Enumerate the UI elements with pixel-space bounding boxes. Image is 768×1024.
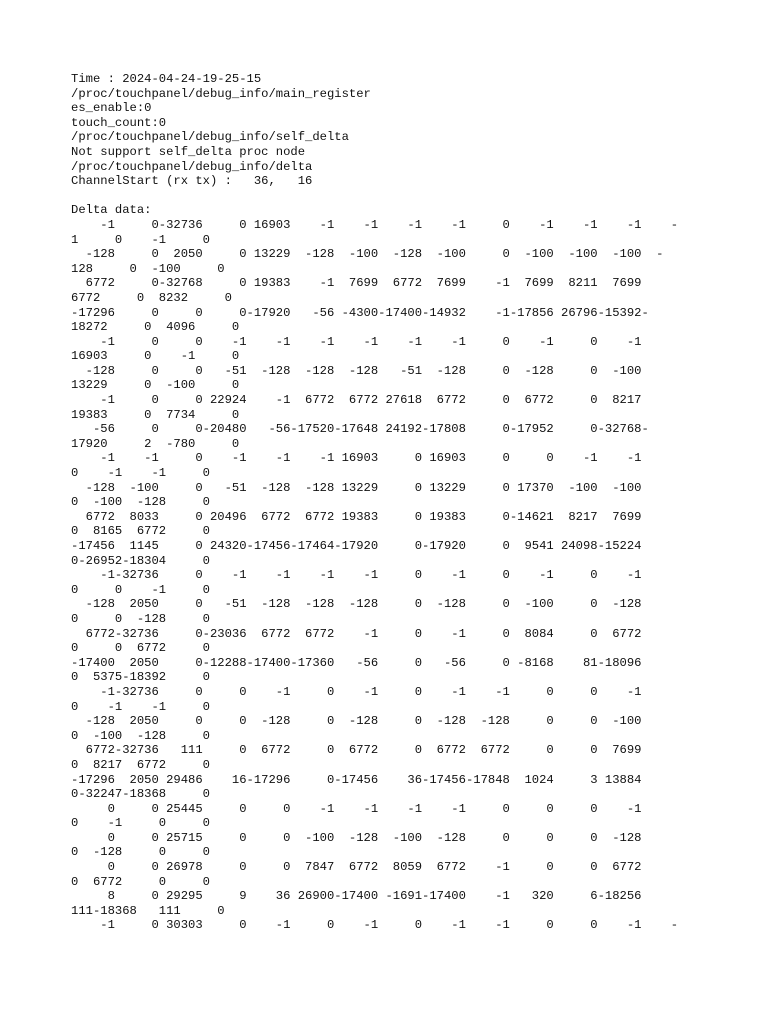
log-line: -1-32736 0 -1 -1 -1 -1 0 -1 0 -1 0 -1 [71, 568, 642, 583]
log-line: -1-32736 0 0 -1 0 -1 0 -1 -1 0 0 -1 [71, 684, 642, 699]
log-line: 0 -1 0 0 [71, 816, 210, 831]
log-line [71, 189, 711, 204]
log-line: 0 6772 0 0 [71, 874, 210, 889]
log-line: 128 0 -100 0 [71, 261, 225, 276]
log-line: 0 -1 -1 0 [71, 699, 210, 714]
log-line: 18272 0 4096 0 [71, 320, 240, 335]
log-line: -128 -100 0 -51 -128 -128 13229 0 13229 0 17370 -100 -100 [71, 480, 642, 495]
log-line: -1 0-32736 0 16903 -1 -1 -1 -1 0 -1 -1 -1 - [71, 217, 679, 232]
log-line: -1 0 30303 0 -1 0 -1 0 -1 -1 0 0 -1 - [71, 918, 679, 933]
log-line: 0 5375-18392 0 [71, 670, 210, 685]
log-line: 1 0 -1 0 [71, 232, 210, 247]
log-line: -128 0 0 -51 -128 -128 -128 -51 -128 0 -128 0 -100 [71, 363, 642, 378]
log-line: ChannelStart (rx tx) : 36, 16 [71, 174, 313, 189]
log-line: -17296 2050 29486 16-17296 0-17456 36-17456-17848 1024 3 13884 [71, 772, 642, 787]
log-line: 111-18368 111 0 [71, 903, 225, 918]
log-line: 0 -1 -1 0 [71, 466, 210, 481]
log-line: /proc/touchpanel/debug_info/delta [71, 159, 313, 174]
log-line: 0-32247-18368 0 [71, 787, 210, 802]
log-line: 0 0 25715 0 0 -100 -128 -100 -128 0 0 0 -128 [71, 830, 642, 845]
log-line: 8 0 29295 9 36 26900-17400 -1691-17400 -1 320 6-18256 [71, 889, 642, 904]
log-line: -17456 1145 0 24320-17456-17464-17920 0-17920 0 9541 24098-15224 [71, 539, 642, 553]
log-line: Delta data: [71, 203, 152, 218]
log-line: 17920 2 -780 0 [71, 436, 240, 451]
log-line: 0 8165 6772 0 [71, 524, 210, 539]
log-line: -128 0 2050 0 13229 -128 -100 -128 -100 0 -100 -100 -100 - [71, 247, 664, 262]
log-line: 0 0 -128 0 [71, 611, 210, 626]
log-line: 6772-32736 0-23036 6772 6772 -1 0 -1 0 8084 0 6772 [71, 626, 642, 641]
log-line: -56 0 0-20480 -56-17520-17648 24192-17808 0-17952 0-32768- [71, 422, 649, 437]
log-line: 19383 0 7734 0 [71, 407, 240, 422]
log-line: 0 -100 -128 0 [71, 728, 210, 743]
log-line: 0 -100 -128 0 [71, 495, 210, 510]
log-line: 0 0 -1 0 [71, 582, 210, 597]
log-line: 0 0 6772 0 [71, 641, 210, 656]
log-line: 16903 0 -1 0 [71, 349, 240, 364]
log-line: 0 -128 0 0 [71, 845, 210, 860]
log-line: 13229 0 -100 0 [71, 378, 240, 393]
debug-log-document [71, 72, 711, 933]
log-line: 6772 0-32768 0 19383 -1 7699 6772 7699 -1 7699 8211 7699 [71, 276, 642, 291]
log-line: 0 8217 6772 0 [71, 757, 210, 772]
log-line: 6772 0 8232 0 [71, 290, 232, 305]
log-line: touch_count:0 [71, 115, 167, 130]
log-line: 0-26952-18304 0 [71, 553, 210, 568]
log-line: 6772-32736 111 0 6772 0 6772 0 6772 6772 0 0 7699 [71, 743, 642, 758]
log-line: /proc/touchpanel/debug_info/self_delta [71, 130, 349, 145]
log-line: -17400 2050 0-12288-17400-17360 -56 0 -56 0 -8168 81-18096 [71, 655, 642, 670]
log-line: 6772 8033 0 20496 6772 6772 19383 0 19383 0-14621 8217 7699 [71, 509, 642, 524]
log-line: 0 0 25445 0 0 -1 -1 -1 -1 0 0 0 -1 [71, 801, 642, 816]
log-line: 0 0 26978 0 0 7847 6772 8059 6772 -1 0 0 6772 [71, 860, 642, 875]
log-line: Time : 2024-04-24-19-25-15 [71, 72, 262, 86]
log-line: es_enable:0 [71, 101, 152, 116]
log-line: -128 2050 0 -51 -128 -128 -128 0 -128 0 -100 0 -128 [71, 597, 642, 612]
log-line: Not support self_delta proc node [71, 144, 306, 159]
log-line: -1 0 0 22924 -1 6772 6772 27618 6772 0 6772 0 8217 [71, 393, 642, 408]
log-line: -1 -1 0 -1 -1 -1 16903 0 16903 0 0 -1 -1 [71, 451, 642, 466]
log-line: -128 2050 0 0 -128 0 -128 0 -128 -128 0 0 -100 [71, 714, 642, 729]
log-line: -1 0 0 -1 -1 -1 -1 -1 -1 0 -1 0 -1 [71, 334, 642, 349]
log-line: /proc/touchpanel/debug_info/main_register [71, 86, 371, 101]
log-line: -17296 0 0 0-17920 -56 -4300-17400-14932 -1-17856 26796-15392- [71, 305, 649, 320]
